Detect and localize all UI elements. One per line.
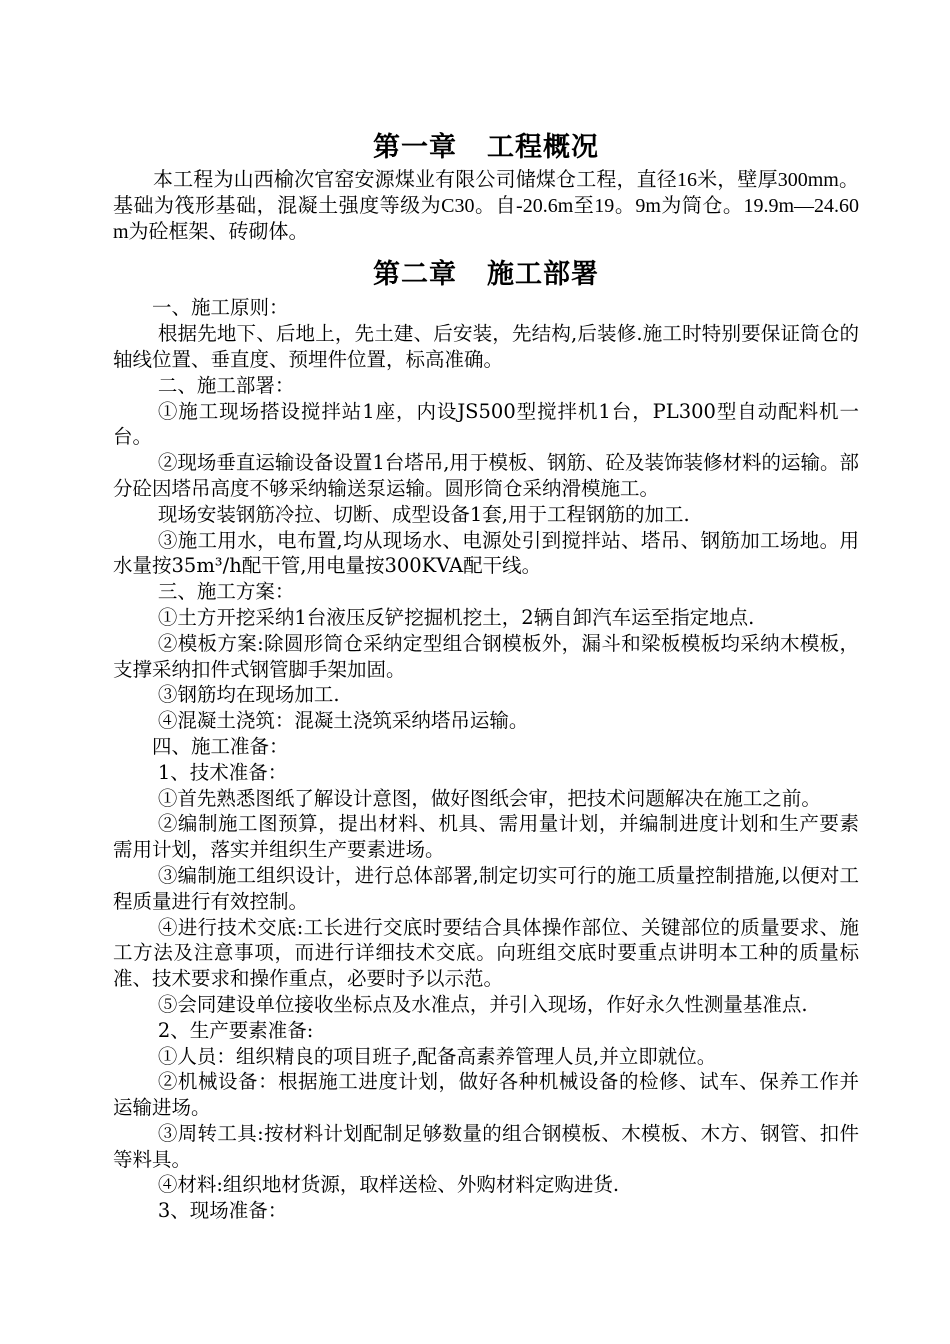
section-4-sub-3-heading: 3、现场准备： bbox=[157, 1199, 288, 1223]
section-4-sub-1-item-3: ③编制施工组织设计，进行总体部署,制定切实可行的施工质量控制措施,以便对工程质量进行有效控制。 bbox=[113, 863, 859, 913]
section-3-item-3: ③钢筋均在现场加工. bbox=[157, 683, 340, 707]
section-2-item-2: ②现场垂直运输设备设置1台塔吊,用于模板、钢筋、砼及装饰装修材料的运输。部分砼因塔吊高度不够采纳输送泵运输。圆形筒仓采纳滑模施工。 bbox=[113, 451, 859, 500]
section-4-sub-2-item-3: ③周转工具:按材料计划配制足够数量的组合钢模板、木模板、木方、钢管、扣件等料具。 bbox=[113, 1121, 859, 1171]
chapter-2-title bbox=[113, 255, 859, 295]
section-4-sub-1-heading: 1、技术准备： bbox=[157, 760, 288, 784]
chapter-2-name: 施工部署 bbox=[487, 259, 599, 291]
section-2-item-1: ①施工现场搭设搅拌站1座，内设JS500型搅拌机1台，PL300型自动配料机一台。 bbox=[113, 399, 859, 449]
section-1-heading: 一、施工原则： bbox=[152, 296, 289, 320]
section-3-item-2: ②模板方案:除圆形筒仓采纳定型组合钢模板外，漏斗和梁板模板均采纳木模板，支撑采纳扣件式钢管脚手架加固。 bbox=[113, 631, 859, 681]
chapter-1-number: 第一章 bbox=[373, 132, 457, 163]
section-4-sub-2-item-1: ①人员：组织精良的项目班子,配备高素养管理人员,并立即就位。 bbox=[157, 1044, 717, 1068]
section-4-sub-2-item-2: ②机械设备：根据施工进度计划，做好各种机械设备的检修、试车、保养工作并运输进场。 bbox=[113, 1070, 859, 1120]
section-4-heading: 四、施工准备： bbox=[152, 734, 289, 758]
chapter-2-number: 第二章 bbox=[373, 259, 457, 291]
chapter-1-title bbox=[113, 128, 859, 168]
section-4-sub-1-item-4: ④进行技术交底:工长进行交底时要结合具体操作部位、关键部位的质量要求、施工方法及注意事项，而进行详细技术交底。向班组交底时要重点讲明本工种的质量标准、技术要求和操作重点，必要时予以示范。 bbox=[113, 915, 859, 991]
chapter-1-name: 工程概况 bbox=[487, 132, 599, 163]
chapter-1-paragraph: 本工程为山西榆次官窑安源煤业有限公司储煤仓工程，直径16米，壁厚300mm。基础为筏形基础，混凝土强度等级为C30。自-20.6m至19。9m为筒仓。19.9m—24.60m为砼框架、砖砌体。 bbox=[113, 169, 859, 243]
section-2-heading: 二、施工部署： bbox=[157, 373, 295, 397]
section-4-sub-1-item-2: ②编制施工图预算，提出材料、机具、需用量计划，并编制进度计划和生产要素需用计划，落实并组织生产要素进场。 bbox=[113, 812, 859, 862]
section-1-text: 根据先地下、后地上，先土建、后安装，先结构,后装修.施工时特别要保证筒仓的轴线位置、垂直度、预埋件位置，标高准确。 bbox=[113, 322, 859, 371]
section-4-sub-1-item-5: ⑤会同建设单位接收坐标点及水准点，并引入现场，作好永久性测量基准点. bbox=[157, 992, 808, 1016]
section-3-item-4: ④混凝土浇筑：混凝土浇筑采纳塔吊运输。 bbox=[157, 709, 529, 733]
section-3-item-1: ①土方开挖采纳1台液压反铲挖掘机挖土，2辆自卸汽车运至指定地点. bbox=[157, 605, 755, 629]
document-body bbox=[113, 128, 859, 1224]
section-3-heading: 三、施工方案： bbox=[157, 580, 295, 604]
section-4-sub-2-heading: 2、生产要素准备: bbox=[157, 1018, 314, 1042]
section-4-sub-2-item-4: ④材料:组织地材货源，取样送检、外购材料定购进货. bbox=[157, 1173, 620, 1197]
section-4-sub-1-item-1: ①首先熟悉图纸了解设计意图，做好图纸会审，把技术问题解决在施工之前。 bbox=[157, 786, 821, 810]
section-2-item-2b: 现场安装钢筋冷拉、切断、成型设备1套,用于工程钢筋的加工. bbox=[157, 502, 690, 526]
section-2-item-3: ③施工用水，电布置,均从现场水、电源处引到搅拌站、塔吊、钢筋加工场地。用水量按35m³/h配干管,用电量按300KVA配干线。 bbox=[113, 528, 859, 578]
